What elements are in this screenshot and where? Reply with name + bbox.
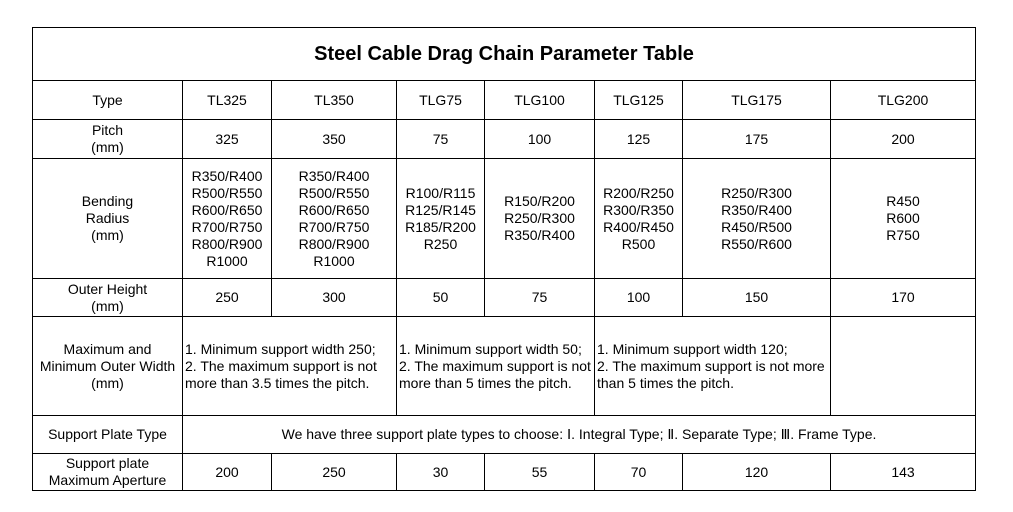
pitch-cell: 200 bbox=[831, 120, 976, 159]
table-title: Steel Cable Drag Chain Parameter Table bbox=[33, 28, 976, 81]
type-cell-tlg125: TLG125 bbox=[595, 81, 683, 120]
width-note-tl bbox=[183, 317, 397, 416]
pitch-cell: 75 bbox=[397, 120, 485, 159]
width-note-tlg125-175 bbox=[595, 317, 831, 416]
bending-value: R350/R400 bbox=[504, 227, 575, 243]
pitch-label-line2: (mm) bbox=[91, 139, 124, 155]
aperture-cell: 250 bbox=[272, 454, 397, 491]
outer-height-cell: 170 bbox=[831, 279, 976, 317]
bending-value: R600/R650 bbox=[191, 201, 263, 218]
bending-value: R550/R600 bbox=[721, 235, 792, 252]
title-row bbox=[33, 28, 976, 81]
type-label: Type bbox=[33, 81, 183, 120]
aperture-label bbox=[33, 454, 183, 491]
aperture-row bbox=[33, 454, 976, 491]
width-note-line: more than 5 times the pitch. bbox=[399, 374, 572, 391]
width-note-line: more than 3.5 times the pitch. bbox=[185, 374, 370, 391]
aperture-label-line2: Maximum Aperture bbox=[48, 472, 167, 488]
support-plate-row bbox=[33, 416, 976, 454]
bending-value: R700/R750 bbox=[191, 218, 263, 235]
bending-label-line2: Radius bbox=[85, 210, 130, 226]
bending-value: R700/R750 bbox=[298, 218, 370, 235]
pitch-cell: 100 bbox=[485, 120, 595, 159]
type-cell-tlg175: TLG175 bbox=[683, 81, 831, 120]
bending-value: R500/R550 bbox=[298, 184, 370, 201]
bending-cell-tlg100 bbox=[485, 159, 595, 279]
pitch-label bbox=[33, 120, 183, 159]
width-note-line: 1. Minimum support width 50; bbox=[399, 340, 582, 357]
bending-value: R250/R300 bbox=[504, 210, 575, 226]
parameter-table bbox=[32, 27, 976, 491]
width-note-line: 2. The maximum support is not bbox=[399, 357, 591, 374]
parameter-table-container bbox=[32, 27, 975, 491]
aperture-cell: 30 bbox=[397, 454, 485, 491]
width-note-tlg75-100 bbox=[397, 317, 595, 416]
bending-radius-row bbox=[33, 159, 976, 279]
aperture-cell: 143 bbox=[831, 454, 976, 491]
type-row bbox=[33, 81, 976, 120]
width-note-line: 2. The maximum support is not more bbox=[597, 357, 825, 374]
aperture-cell: 120 bbox=[683, 454, 831, 491]
bending-value: R500/R550 bbox=[191, 184, 263, 201]
pitch-cell: 350 bbox=[272, 120, 397, 159]
type-cell-tlg100: TLG100 bbox=[485, 81, 595, 120]
width-note-line: than 5 times the pitch. bbox=[597, 374, 734, 391]
outer-height-cell: 250 bbox=[183, 279, 272, 317]
aperture-cell: 200 bbox=[183, 454, 272, 491]
bending-value: R350/R400 bbox=[191, 167, 263, 184]
bending-value: R1000 bbox=[313, 252, 355, 269]
bending-label-line1: Bending bbox=[81, 193, 134, 209]
width-note-line: 2. The maximum support is not bbox=[185, 357, 377, 374]
support-plate-text: We have three support plate types to choose: Ⅰ. Integral Type; Ⅱ. Separate Type; Ⅲ. Frame Type. bbox=[183, 416, 976, 454]
bending-cell-tl325 bbox=[183, 159, 272, 279]
bending-value: R125/R145 bbox=[405, 201, 476, 218]
bending-value: R800/R900 bbox=[191, 235, 263, 252]
aperture-cell: 70 bbox=[595, 454, 683, 491]
pitch-cell: 125 bbox=[595, 120, 683, 159]
outer-height-cell: 150 bbox=[683, 279, 831, 317]
bending-value: R350/R400 bbox=[298, 167, 370, 184]
aperture-cell: 55 bbox=[485, 454, 595, 491]
bending-value: R750 bbox=[886, 227, 920, 243]
bending-value: R800/R900 bbox=[298, 235, 370, 252]
bending-value: R1000 bbox=[206, 252, 248, 269]
outer-height-label bbox=[33, 279, 183, 317]
type-cell-tlg200: TLG200 bbox=[831, 81, 976, 120]
bending-value: R350/R400 bbox=[721, 201, 792, 218]
support-plate-label: Support Plate Type bbox=[33, 416, 183, 454]
bending-label-line3: (mm) bbox=[91, 227, 124, 243]
type-cell-tl325: TL325 bbox=[183, 81, 272, 120]
outer-height-cell: 100 bbox=[595, 279, 683, 317]
pitch-cell: 175 bbox=[683, 120, 831, 159]
bending-value: R300/R350 bbox=[603, 201, 674, 218]
outer-width-label-line3: (mm) bbox=[91, 374, 124, 391]
bending-cell-tlg175 bbox=[683, 159, 831, 279]
bending-value: R600 bbox=[886, 210, 920, 226]
pitch-label-line1: Pitch bbox=[91, 122, 124, 138]
bending-cell-tlg200 bbox=[831, 159, 976, 279]
outer-height-cell: 300 bbox=[272, 279, 397, 317]
outer-width-label-line2: Minimum Outer Width bbox=[39, 357, 176, 374]
pitch-row bbox=[33, 120, 976, 159]
bending-value: R200/R250 bbox=[603, 184, 674, 201]
outer-width-label bbox=[33, 317, 183, 416]
bending-value: R600/R650 bbox=[298, 201, 370, 218]
outer-height-cell: 75 bbox=[485, 279, 595, 317]
bending-value: R185/R200 bbox=[405, 218, 476, 235]
bending-cell-tlg125 bbox=[595, 159, 683, 279]
width-note-empty bbox=[831, 317, 976, 416]
bending-cell-tlg75 bbox=[397, 159, 485, 279]
type-cell-tl350: TL350 bbox=[272, 81, 397, 120]
bending-radius-label bbox=[33, 159, 183, 279]
outer-height-row bbox=[33, 279, 976, 317]
aperture-label-line1: Support plate bbox=[65, 455, 150, 471]
outer-height-label-line2: (mm) bbox=[91, 297, 124, 314]
bending-value: R250/R300 bbox=[721, 184, 792, 201]
outer-width-label-line1: Maximum and bbox=[63, 340, 152, 357]
bending-value: R450/R500 bbox=[721, 218, 792, 235]
bending-value: R250 bbox=[423, 235, 458, 252]
width-note-line: 1. Minimum support width 250; bbox=[185, 340, 376, 357]
outer-width-row bbox=[33, 317, 976, 416]
type-cell-tlg75: TLG75 bbox=[397, 81, 485, 120]
bending-cell-tl350 bbox=[272, 159, 397, 279]
width-note-line: 1. Minimum support width 120; bbox=[597, 340, 788, 357]
outer-height-label-line1: Outer Height bbox=[67, 280, 148, 297]
pitch-cell: 325 bbox=[183, 120, 272, 159]
bending-value: R450 bbox=[886, 193, 920, 209]
bending-value: R500 bbox=[621, 235, 656, 252]
bending-value: R400/R450 bbox=[603, 218, 674, 235]
bending-value: R150/R200 bbox=[504, 193, 575, 209]
bending-value: R100/R115 bbox=[405, 184, 476, 201]
outer-height-cell: 50 bbox=[397, 279, 485, 317]
